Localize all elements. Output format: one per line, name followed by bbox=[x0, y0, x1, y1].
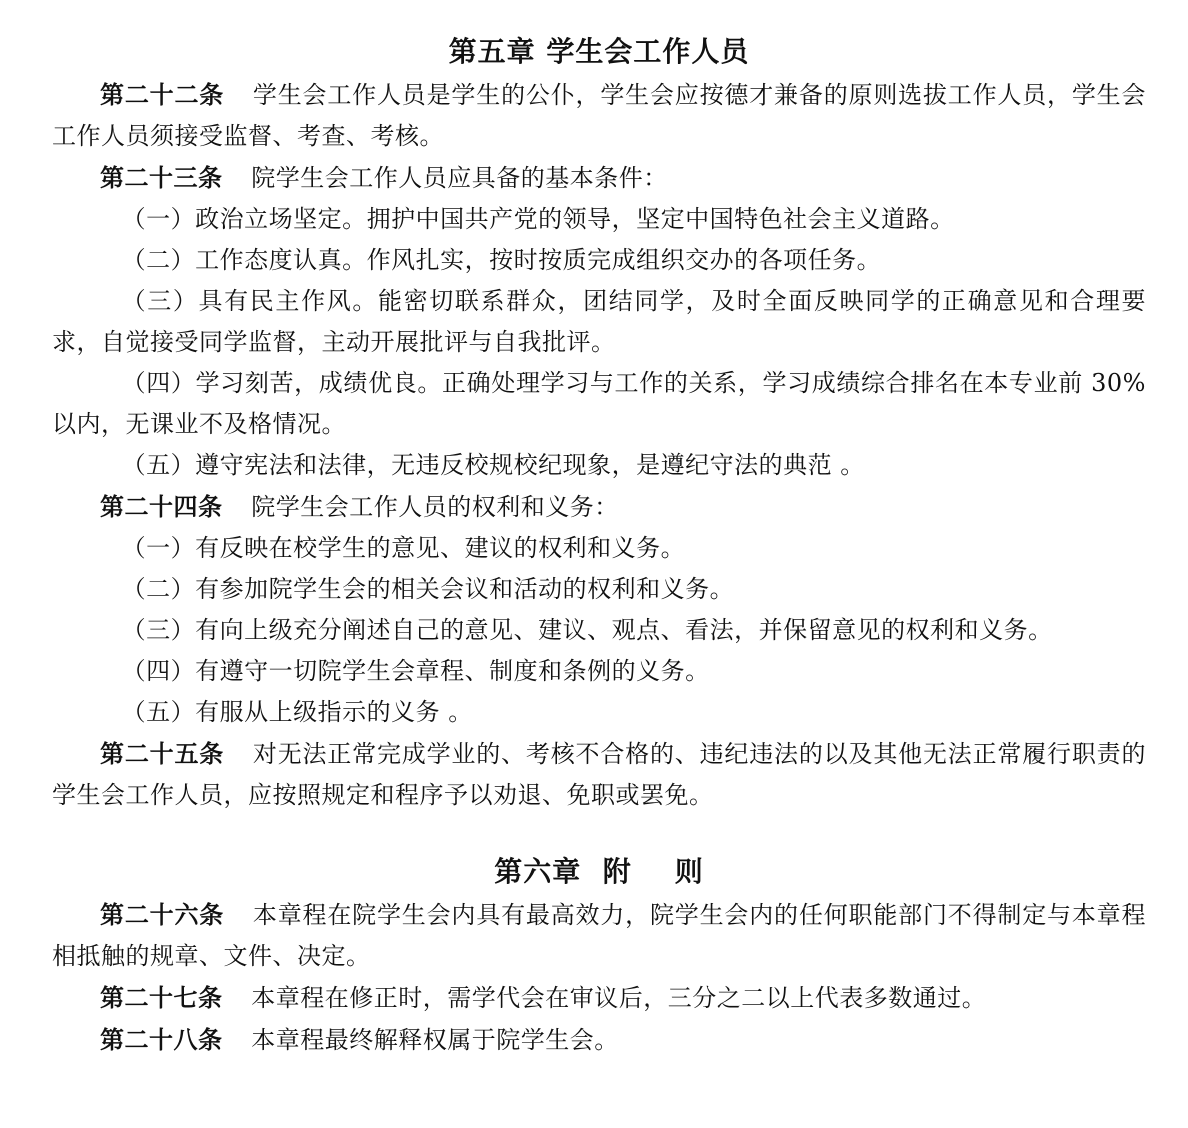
article-23 bbox=[52, 157, 1146, 199]
article-23-item-4: （四）学习刻苦，成绩优良。正确处理学习与工作的关系，学习成绩综合排名在本专业前 30%以内，无课业不及格情况。 bbox=[52, 369, 1146, 438]
article-22 bbox=[52, 74, 1146, 157]
article-24-item-2: （二）有参加院学生会的相关会议和活动的权利和义务。 bbox=[121, 575, 735, 603]
article-23-item-5: （五）遵守宪法和法律，无违反校规校纪现象，是遵纪守法的典范 。 bbox=[121, 451, 865, 479]
article-26-label: 第二十六条 bbox=[100, 900, 225, 929]
document-page bbox=[52, 30, 1146, 1061]
article-28-text: 本章程最终解释权属于院学生会。 bbox=[251, 1026, 619, 1054]
article-22-text: 学生会工作人员是学生的公仆，学生会应按德才兼备的原则选拔工作人员，学生会工作人员须接受监督、考查、考核。 bbox=[52, 81, 1147, 150]
article-24-item-4: （四）有遵守一切院学生会章程、制度和条例的义务。 bbox=[121, 657, 710, 685]
article-24-label: 第二十四条 bbox=[100, 492, 223, 521]
article-26-text: 本章程在院学生会内具有最高效力，院学生会内的任何职能部门不得制定与本章程相抵触的规章、文件、决定。 bbox=[52, 901, 1147, 970]
article-28-label: 第二十八条 bbox=[100, 1025, 223, 1054]
article-22-label: 第二十二条 bbox=[100, 80, 225, 109]
article-24-item-5: （五）有服从上级指示的义务 。 bbox=[121, 698, 473, 726]
article-24-text: 院学生会工作人员的权利和义务： bbox=[251, 493, 619, 521]
article-23-label: 第二十三条 bbox=[100, 163, 223, 192]
article-24-item-1: （一）有反映在校学生的意见、建议的权利和义务。 bbox=[121, 534, 686, 562]
article-27 bbox=[52, 977, 1146, 1019]
article-28 bbox=[52, 1019, 1146, 1061]
article-27-label: 第二十七条 bbox=[100, 983, 223, 1012]
article-25 bbox=[52, 733, 1146, 816]
article-23-text: 院学生会工作人员应具备的基本条件： bbox=[251, 164, 668, 192]
article-26 bbox=[52, 894, 1146, 977]
chapter-spacer bbox=[52, 816, 1146, 850]
article-23-item-2: （二）工作态度认真。作风扎实，按时按质完成组织交办的各项任务。 bbox=[121, 246, 882, 274]
article-24-item-3: （三）有向上级充分阐述自己的意见、建议、观点、看法，并保留意见的权利和义务。 bbox=[121, 616, 1053, 644]
article-23-item-3: （三）具有民主作风。能密切联系群众，团结同学，及时全面反映同学的正确意见和合理要求，自觉接受同学监督，主动开展批评与自我批评。 bbox=[52, 287, 1146, 356]
article-25-text: 对无法正常完成学业的、考核不合格的、违纪违法的以及其他无法正常履行职责的学生会工作人员，应按照规定和程序予以劝退、免职或罢免。 bbox=[52, 740, 1147, 809]
article-27-text: 本章程在修正时，需学代会在审议后，三分之二以上代表多数通过。 bbox=[251, 984, 987, 1012]
chapter-6-title: 第六章 附 则 bbox=[494, 855, 704, 888]
article-24 bbox=[52, 486, 1146, 528]
article-25-label: 第二十五条 bbox=[100, 739, 225, 768]
article-23-item-1: （一）政治立场坚定。拥护中国共产党的领导，坚定中国特色社会主义道路。 bbox=[121, 205, 955, 233]
chapter-5-title: 第五章 学生会工作人员 bbox=[448, 35, 750, 68]
